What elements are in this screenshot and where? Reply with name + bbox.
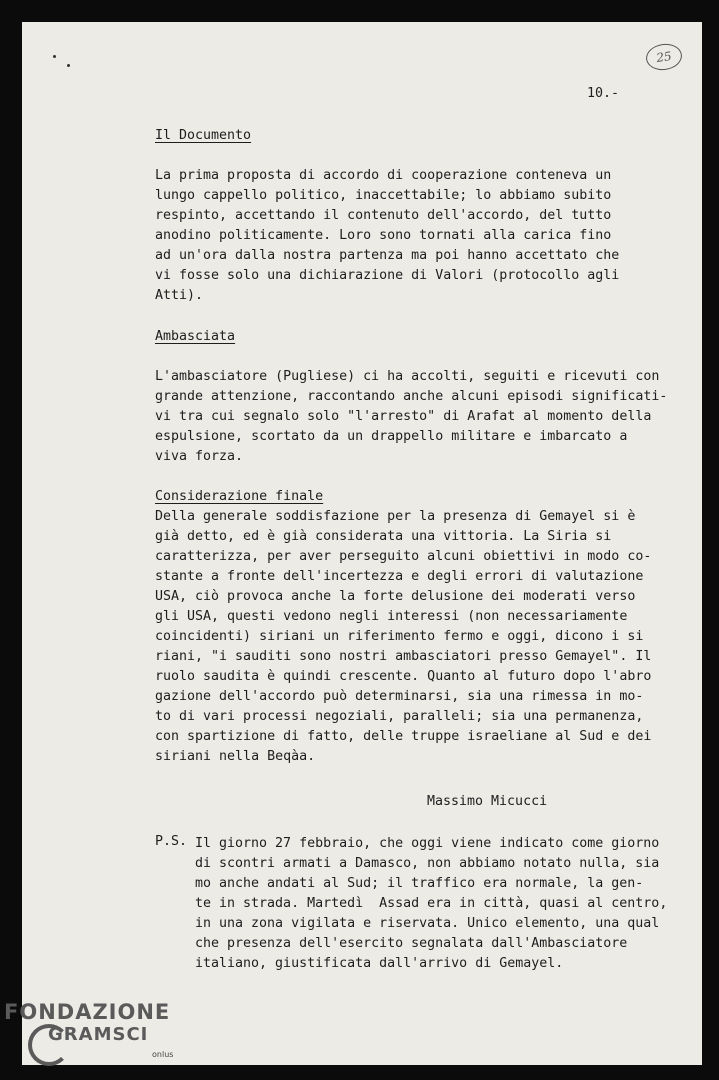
section-ambasciata: [155, 327, 667, 467]
text-line: stante a fronte dell'incertezza e degli errori di valutazione: [155, 569, 644, 584]
text-line: ruolo saudita è quindi crescente. Quanto al futuro dopo l'abro: [155, 669, 652, 684]
watermark-line: onlus: [152, 1050, 174, 1059]
text-line: caratterizza, per aver perseguito alcuni obiettivi in modo co-: [155, 549, 652, 564]
section-heading: Ambasciata: [155, 329, 236, 344]
text-line: vi fosse solo una dichiarazione di Valori (protocollo agli: [155, 268, 620, 283]
text-line: riani, "i sauditi sono nostri ambasciatori presso Gemayel". Il: [155, 649, 652, 664]
section-heading: Considerazione finale: [155, 489, 324, 504]
text-line: anodino politicamente. Loro sono tornati alla carica fino: [155, 228, 612, 243]
text-line: di scontri armati a Damasco, non abbiamo notato nulla, sia: [195, 856, 660, 871]
text-line: to di vari processi negoziali, paralleli; sia una permanenza,: [155, 709, 644, 724]
text-line: grande attenzione, raccontando anche alcuni episodi significati-: [155, 389, 668, 404]
text-line: Della generale soddisfazione per la presenza di Gemayel si è: [155, 509, 636, 524]
text-line: vi tra cui segnalo solo "l'arresto" di Arafat al momento della: [155, 409, 652, 424]
watermark-line: GRAMSCI: [48, 1024, 149, 1045]
text-line: che presenza dell'esercito segnalata dall'Ambasciatore: [195, 936, 628, 951]
text-line: espulsione, scortato da un drappello militare e imbarcato a: [155, 429, 628, 444]
text-line: USA, ciò provoca anche la forte delusione dei moderati verso: [155, 589, 636, 604]
postscript-label: P.S.: [155, 834, 188, 849]
page-number: 10.-: [587, 86, 620, 101]
text-line: coincidenti) siriani un riferimento fermo e oggi, dicono i si: [155, 629, 644, 644]
text-line: ad un'ora dalla nostra partenza ma poi hanno accettato che: [155, 248, 620, 263]
text-line: La prima proposta di accordo di cooperazione conteneva un: [155, 168, 612, 183]
text-line: L'ambasciatore (Pugliese) ci ha accolti, seguiti e ricevuti con: [155, 369, 660, 384]
text-line: gli USA, questi vedono negli interessi (non necessariamente: [155, 609, 628, 624]
text-line: respinto, accettando il contenuto dell'accordo, del tutto: [155, 208, 612, 223]
paper-mark: [67, 64, 70, 67]
text-line: già detto, ed è già considerata una vittoria. La Siria si: [155, 529, 612, 544]
postscript-body: [195, 834, 667, 974]
text-line: siriani nella Beqàa.: [155, 749, 316, 764]
paper-mark: [53, 55, 56, 58]
text-line: italiano, giustificata dall'arrivo di Gemayel.: [195, 956, 564, 971]
text-line: Atti).: [155, 288, 204, 303]
text-line: viva forza.: [155, 449, 244, 464]
watermark: [4, 1000, 174, 1059]
section-documento: [155, 126, 619, 306]
signature: Massimo Micucci: [427, 794, 548, 809]
section-considerazione-finale: [155, 487, 651, 767]
text-line: te in strada. Martedì Assad era in città, quasi al centro,: [195, 896, 668, 911]
watermark-line: FONDAZIONE: [4, 1000, 171, 1024]
text-line: lungo cappello politico, inaccettabile; lo abbiamo subito: [155, 188, 612, 203]
text-line: Il giorno 27 febbraio, che oggi viene indicato come giorno: [195, 836, 660, 851]
text-line: con spartizione di fatto, delle truppe israeliane al Sud e dei: [155, 729, 652, 744]
text-line: gazione dell'accordo può determinarsi, sia una rimessa in mo-: [155, 689, 644, 704]
text-line: mo anche andati al Sud; il traffico era normale, la gen-: [195, 876, 644, 891]
folio-stamp: 25: [644, 42, 683, 73]
section-heading: Il Documento: [155, 128, 252, 143]
text-line: in una zona vigilata e riservata. Unico elemento, una qual: [195, 916, 660, 931]
